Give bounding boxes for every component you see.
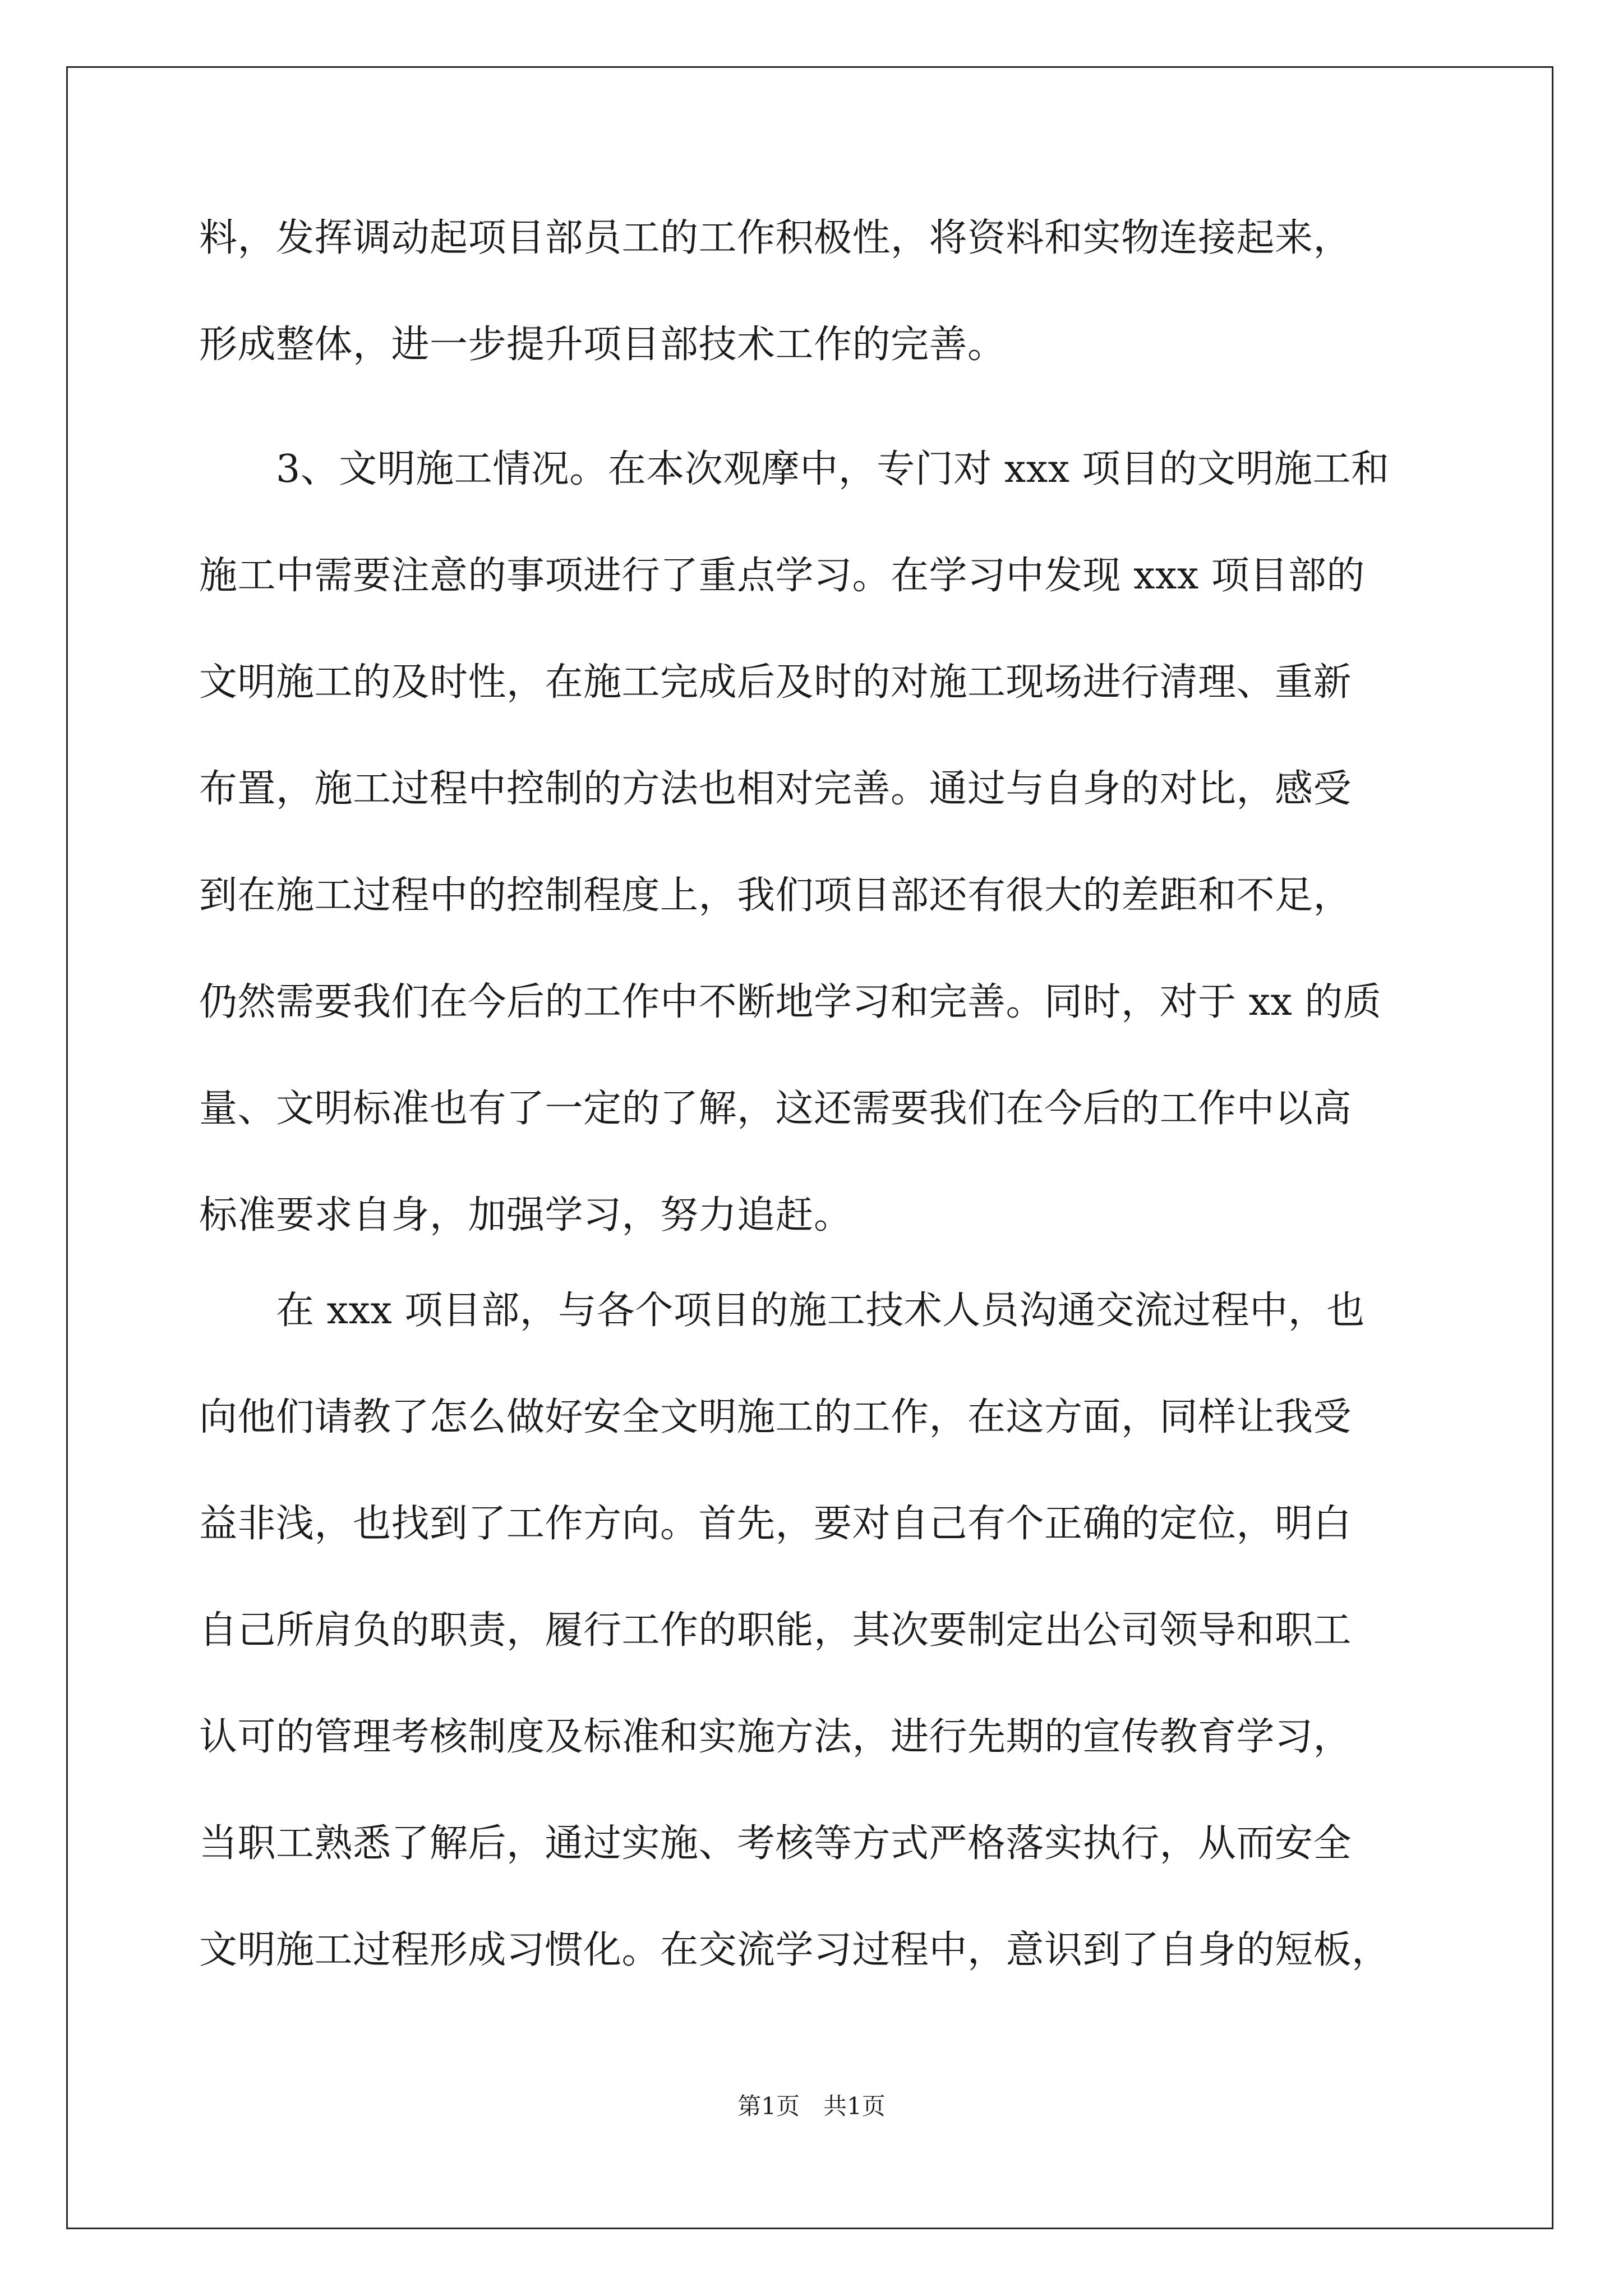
text-line: 自己所肩负的职责，履行工作的职能，其次要制定出公司领导和职工 xyxy=(199,1608,1352,1653)
page-border xyxy=(66,66,1553,2229)
text-line: 形成整体，进一步提升项目部技术工作的完善。 xyxy=(199,323,1006,367)
text-line: 施工中需要注意的事项进行了重点学习。在学习中发现 xxx 项目部的 xyxy=(199,554,1365,598)
text-line: 标准要求自身，加强学习，努力追赶。 xyxy=(199,1193,852,1237)
text-line: 量、文明标准也有了一定的了解，这还需要我们在今后的工作中以高 xyxy=(199,1087,1352,1131)
text-line: 当职工熟悉了解后，通过实施、考核等方式严格落实执行，从而安全 xyxy=(199,1821,1352,1866)
text-line: 向他们请教了怎么做好安全文明施工的工作，在这方面，同样让我受 xyxy=(199,1395,1352,1439)
text-line: 文明施工过程形成习惯化。在交流学习过程中，意识到了自身的短板， xyxy=(199,1928,1390,1972)
text-line: 益非浅，也找到了工作方向。首先，要对自己有个正确的定位，明白 xyxy=(199,1502,1352,1546)
text-line: 文明施工的及时性，在施工完成后及时的对施工现场进行清理、重新 xyxy=(199,660,1352,705)
page-number: 第1页 共1页 xyxy=(737,2092,886,2120)
text-line: 布置，施工过程中控制的方法也相对完善。通过与自身的对比，感受 xyxy=(199,767,1352,811)
text-line: 仍然需要我们在今后的工作中不断地学习和完善。同时，对于 xx 的质 xyxy=(199,980,1382,1024)
text-line: 在 xxx 项目部，与各个项目的施工技术人员沟通交流过程中，也 xyxy=(199,1289,1365,1333)
text-line: 料，发挥调动起项目部员工的工作积极性，将资料和实物连接起来， xyxy=(199,216,1352,260)
text-line: 到在施工过程中的控制程度上，我们项目部还有很大的差距和不足， xyxy=(199,873,1352,918)
text-line: 认可的管理考核制度及标准和实施方法，进行先期的宣传教育学习， xyxy=(199,1715,1352,1759)
text-line: 3、文明施工情况。在本次观摩中，专门对 xxx 项目的文明施工和 xyxy=(199,447,1390,491)
